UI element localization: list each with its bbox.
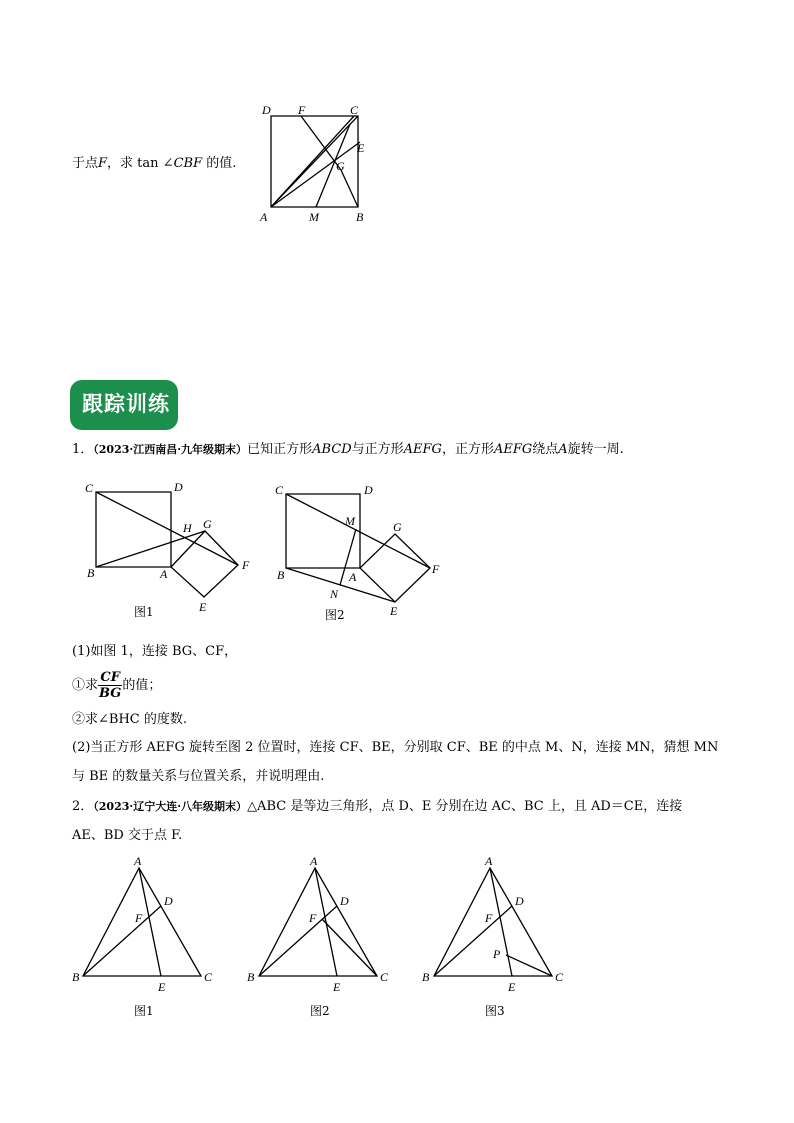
text-suffix: 的值. [202,156,237,171]
p2f1-label-a: A [134,854,142,868]
fraction-numerator: CF [98,670,122,686]
p2f2-caption: 图2 [310,1004,330,1018]
p2f1-label-b: B [72,970,80,984]
fig2-label-c: C [275,483,284,497]
p2f3-label-d: D [515,894,524,908]
p2f1-label-c: C [204,970,213,984]
point-f: F [98,156,108,171]
label-c: C [350,103,359,117]
label-g: G [336,159,345,173]
p2f3-label-f: F [485,911,493,925]
p2f2-label-a: A [310,854,318,868]
q1a-prefix: ①求 [72,678,99,693]
text-mid: ，求 tan ∠ [107,156,174,171]
p2f2-label-c: C [380,970,389,984]
fraction-denominator: BG [99,686,122,701]
label-e: E [357,141,365,155]
fig1-label-g: G [203,517,212,531]
p2f1-label-f: F [135,911,143,925]
p2f1-label-e: E [158,980,166,994]
fig1-caption: 图1 [134,605,154,619]
segment-bd [434,906,512,976]
p1-question-2-line-2: 与 BE 的数量关系与位置关系，并说明理由. [72,769,325,784]
fig1-label-f: F [242,558,250,572]
problem-1-number: 1． [72,442,94,457]
fig1-label-b: B [87,566,95,580]
p1-square-1: ABCD [312,442,352,457]
p2f3-label-b: B [422,970,430,984]
p1-square-3: AEFG [493,442,533,457]
p1-question-1: (1)如图 1，连接 BG、CF， [72,644,238,659]
label-m: M [309,210,319,224]
segment-pc [506,955,552,976]
fig1-label-c: C [85,481,94,495]
text-prefix: 于点 [72,156,99,171]
label-d: D [262,103,271,117]
fig2-label-e: E [390,604,398,618]
p1-square-2: AEFG [403,442,442,457]
angle-name: CBF [173,156,203,171]
fig1-label-a: A [160,567,168,581]
fig1-label-d: D [174,480,183,494]
label-a: A [260,210,268,224]
problem-2-number: 2． [72,799,94,814]
fig2-label-f: F [432,562,440,576]
fig2-label-a: A [349,570,357,584]
fig1-label-h: H [183,521,192,535]
p2-line-1: △ABC 是等边三角形，点 D、E 分别在边 AC、BC 上，且 AD＝CE，连接 [247,799,683,814]
fig2-label-d: D [364,483,373,497]
p2f3-label-c: C [555,970,564,984]
p2f2-label-f: F [309,911,317,925]
p2f3-label-a: A [485,854,493,868]
problem-1-source: （2023·江西南昌·九年级期末） [93,443,248,456]
p2f3-label-e: E [508,980,516,994]
p1-text-a: 已知正方形 [247,442,313,457]
fig2-label-g: G [393,520,402,534]
p1-text-d: 绕点 [532,442,559,457]
fig1-label-e: E [199,600,207,614]
p2f1-caption: 图1 [134,1004,154,1018]
p1-point: A [558,442,568,457]
p1-question-1b: ②求∠BHC 的度数. [72,712,187,727]
p1-text-e: 旋转一周. [567,442,624,457]
fig2-label-m: M [345,514,355,528]
p1-text-c: ，正方形 [441,442,494,457]
p2f2-label-b: B [247,970,255,984]
p2f1-label-d: D [164,894,173,908]
problem-2-line-2: AE、BD 交于点 F. [72,828,183,843]
p2f3-caption: 图3 [485,1004,505,1018]
fig2-label-b: B [277,568,285,582]
banner-title: 跟踪训练 [82,392,170,416]
label-f: F [298,103,306,117]
problem-2-source: （2023·辽宁大连·八年级期末） [93,800,248,813]
p2f2-label-e: E [333,980,341,994]
q1a-suffix: 的值； [122,678,162,693]
fig2-label-n: N [330,587,339,601]
label-b: B [356,210,364,224]
p1-question-2-line-1: (2)当正方形 AEFG 旋转至图 2 位置时，连接 CF、BE，分别取 CF、BE 的中点 M、N，连接 MN，猜想 MN [72,740,719,755]
p2f3-label-p: P [493,947,501,961]
p1-text-b: 与正方形 [351,442,404,457]
fig2-caption: 图2 [325,608,345,622]
p2f2-label-d: D [340,894,349,908]
